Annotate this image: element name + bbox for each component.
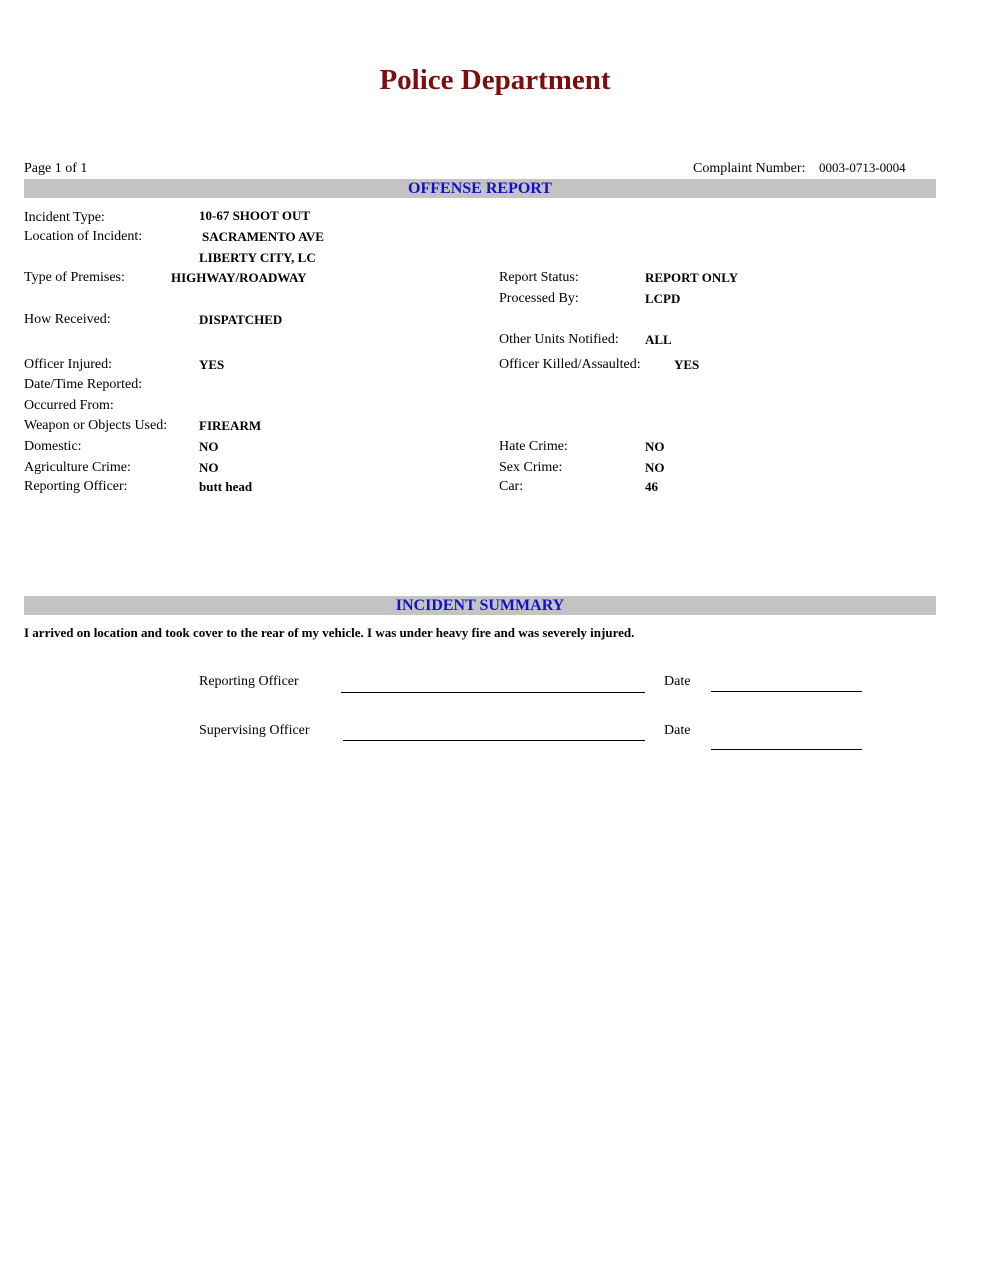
offense-report-heading: OFFENSE REPORT [24,179,936,198]
page-number: Page 1 of 1 [24,161,88,176]
hate-crime-value: NO [645,439,665,454]
supervising-date-label: Date [664,723,691,738]
officer-injured-value: YES [199,357,225,372]
occurred-from-label: Occurred From: [24,398,114,413]
complaint-number: 0003-0713-0004 [819,160,906,175]
car-label: Car: [499,479,524,494]
other-units-value: ALL [645,332,672,347]
other-units-label: Other Units Notified: [499,332,619,347]
reporting-officer-value: butt head [199,479,253,494]
reporting-date-line [711,691,862,692]
officer-killed-value: YES [674,357,700,372]
hate-crime-label: Hate Crime: [499,439,568,454]
premises-label: Type of Premises: [24,270,125,285]
complaint-number-label: Complaint Number: [693,161,806,176]
location-label: Location of Incident: [24,229,143,244]
domestic-value: NO [199,439,219,454]
reporting-date-label: Date [664,674,691,689]
weapon-value: FIREARM [199,418,262,433]
incident-type-value: 10-67 SHOOT OUT [199,208,311,223]
weapon-label: Weapon or Objects Used: [24,418,168,433]
incident-summary-heading: INCIDENT SUMMARY [24,596,936,615]
officer-killed-label: Officer Killed/Assaulted: [499,357,641,372]
processed-by-value: LCPD [645,291,681,306]
supervising-officer-signature-label: Supervising Officer [199,723,310,738]
report-status-label: Report Status: [499,270,579,285]
location-line1: SACRAMENTO AVE [202,229,324,244]
how-received-label: How Received: [24,312,111,327]
reporting-officer-signature-line [341,692,645,693]
premises-value: HIGHWAY/ROADWAY [171,270,307,285]
location-line2: LIBERTY CITY, LC [199,250,316,265]
report-status-value: REPORT ONLY [645,270,739,285]
processed-by-label: Processed By: [499,291,579,306]
sex-crime-label: Sex Crime: [499,460,563,475]
reporting-officer-signature-label: Reporting Officer [199,674,299,689]
reporting-officer-label: Reporting Officer: [24,479,128,494]
supervising-officer-signature-line [343,740,645,741]
incident-summary-text: I arrived on location and took cover to the rear of my vehicle. I was under heavy fire and was severely injured. [24,625,635,640]
page-title: Police Department [379,64,611,96]
agriculture-crime-label: Agriculture Crime: [24,460,131,475]
officer-injured-label: Officer Injured: [24,357,112,372]
car-value: 46 [645,479,658,494]
supervising-date-line [711,749,862,750]
how-received-value: DISPATCHED [199,312,283,327]
domestic-label: Domestic: [24,439,82,454]
datetime-reported-label: Date/Time Reported: [24,377,143,392]
agriculture-crime-value: NO [199,460,219,475]
incident-type-label: Incident Type: [24,210,105,225]
sex-crime-value: NO [645,460,665,475]
